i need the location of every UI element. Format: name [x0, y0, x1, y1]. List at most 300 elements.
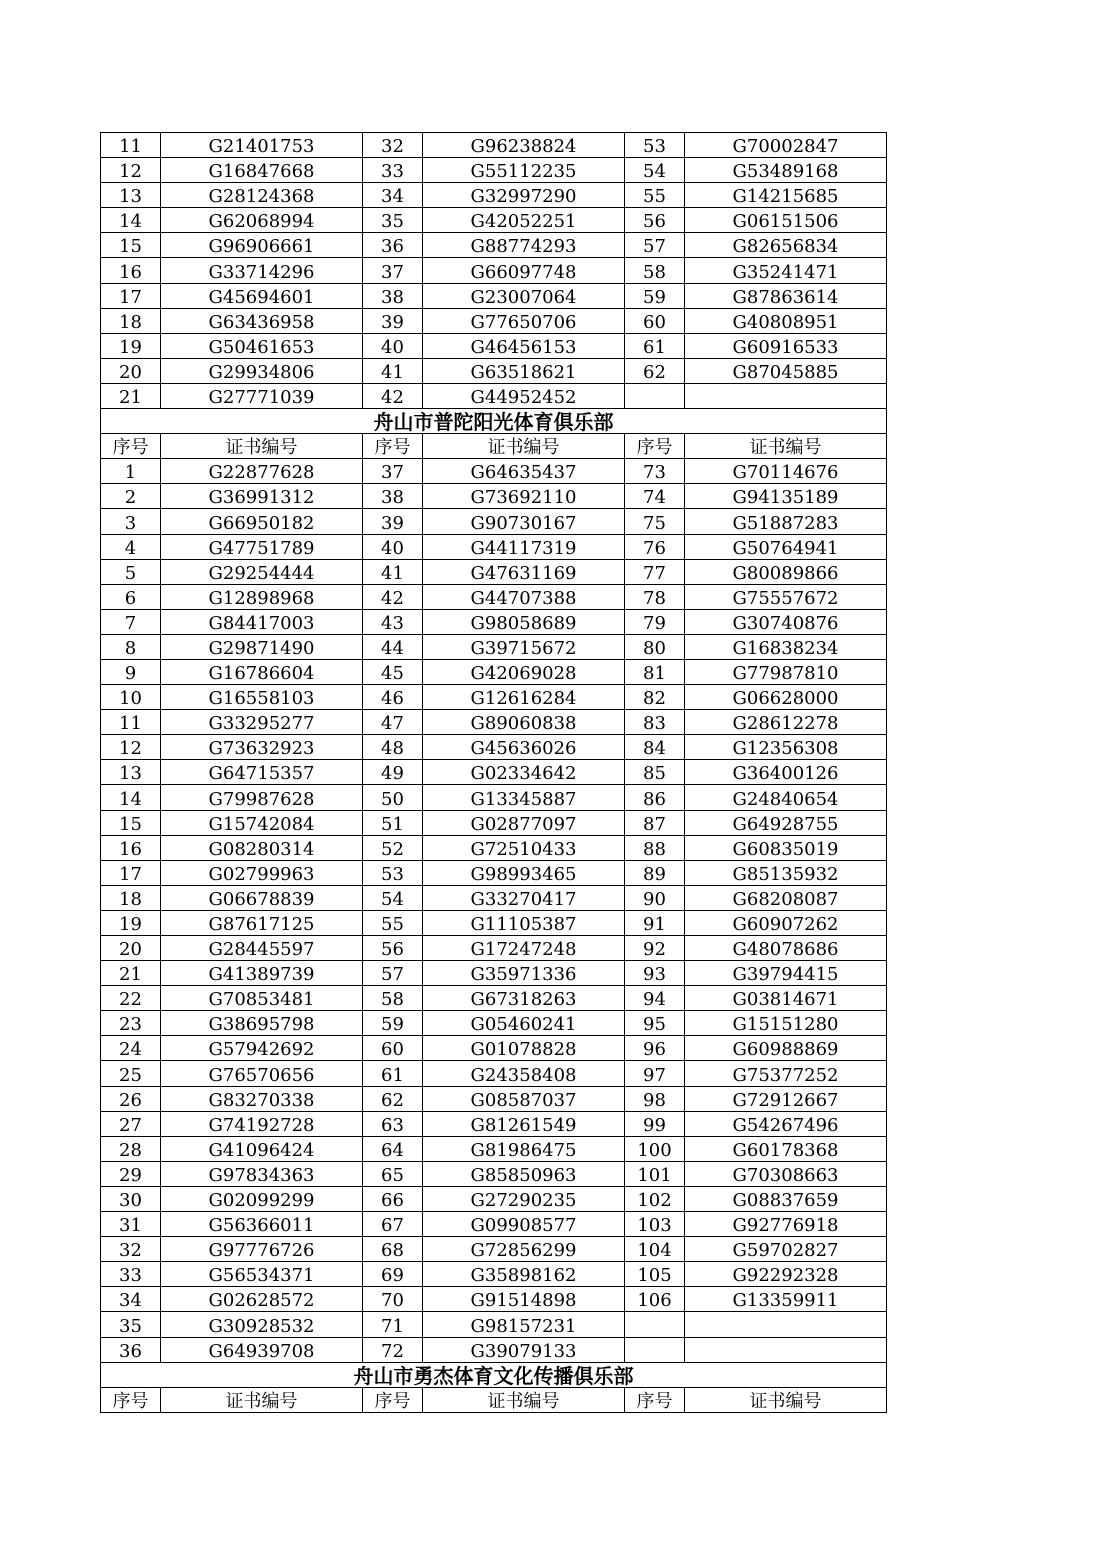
certificate-no-cell: G56534371: [161, 1262, 363, 1287]
serial-no-cell: 65: [363, 1161, 423, 1186]
serial-no-cell: 36: [101, 1337, 161, 1362]
certificate-no-cell: G70853481: [161, 986, 363, 1011]
certificate-no-cell: G02099299: [161, 1186, 363, 1211]
certificate-no-cell: G73692110: [423, 484, 625, 509]
serial-no-cell: 1: [101, 459, 161, 484]
certificate-no-cell: G02628572: [161, 1287, 363, 1312]
serial-no-cell: 21: [101, 961, 161, 986]
serial-no-cell: 62: [625, 358, 685, 383]
table-row: [101, 735, 887, 760]
certificate-no-cell: G75557672: [685, 584, 887, 609]
table-row: [101, 208, 887, 233]
table-row: [101, 1086, 887, 1111]
certificate-no-cell: G92292328: [685, 1262, 887, 1287]
serial-no-cell: 14: [101, 208, 161, 233]
certificate-no-cell: G55112235: [423, 158, 625, 183]
serial-no-cell: 34: [363, 183, 423, 208]
certificate-no-cell: G44707388: [423, 584, 625, 609]
certificate-no-cell: G01078828: [423, 1036, 625, 1061]
serial-no-cell: 98: [625, 1086, 685, 1111]
serial-no-cell: 100: [625, 1136, 685, 1161]
certificate-no-cell: G98157231: [423, 1312, 625, 1337]
serial-no-cell: 27: [101, 1111, 161, 1136]
serial-no-cell: 23: [101, 1011, 161, 1036]
certificate-no-cell: G70114676: [685, 459, 887, 484]
serial-no-cell: 39: [363, 308, 423, 333]
serial-no-cell: 33: [363, 158, 423, 183]
table-row: [101, 760, 887, 785]
certificate-no-cell: G87863614: [685, 283, 887, 308]
serial-no-cell: 24: [101, 1036, 161, 1061]
serial-no-cell: 42: [363, 383, 423, 408]
serial-no-cell: 25: [101, 1061, 161, 1086]
table-row: [101, 710, 887, 735]
serial-no-cell: 59: [625, 283, 685, 308]
certificate-no-cell: G35971336: [423, 961, 625, 986]
serial-no-cell: 16: [101, 835, 161, 860]
serial-no-cell: 46: [363, 685, 423, 710]
certificate-no-cell: G35898162: [423, 1262, 625, 1287]
table-row: [101, 484, 887, 509]
table-row: [101, 835, 887, 860]
serial-no-cell: 60: [625, 308, 685, 333]
certificate-no-cell: G60178368: [685, 1136, 887, 1161]
table-row: [101, 634, 887, 659]
serial-no-cell: 12: [101, 735, 161, 760]
certificate-no-cell: G60988869: [685, 1036, 887, 1061]
serial-no-cell: 95: [625, 1011, 685, 1036]
certificate-no-cell: G88774293: [423, 233, 625, 258]
header-serial-no: 序号: [363, 1387, 423, 1412]
table-row: [101, 860, 887, 885]
serial-no-cell: 17: [101, 860, 161, 885]
certificate-no-cell: G28445597: [161, 936, 363, 961]
table-row: [101, 1111, 887, 1136]
certificate-no-cell: G96238824: [423, 133, 625, 158]
table-row: [101, 1312, 887, 1337]
serial-no-cell: 82: [625, 685, 685, 710]
serial-no-cell: 53: [625, 133, 685, 158]
serial-no-cell: 102: [625, 1186, 685, 1211]
serial-no-cell: 31: [101, 1212, 161, 1237]
table-row: [101, 1011, 887, 1036]
certificate-no-cell: G41096424: [161, 1136, 363, 1161]
serial-no-cell: 55: [363, 910, 423, 935]
certificate-no-cell: G87045885: [685, 358, 887, 383]
header-row: [101, 1387, 887, 1412]
certificate-no-cell: G16786604: [161, 659, 363, 684]
serial-no-cell: 16: [101, 258, 161, 283]
table-row: [101, 158, 887, 183]
certificate-no-cell: G87617125: [161, 910, 363, 935]
serial-no-cell: 81: [625, 659, 685, 684]
certificate-no-cell: [685, 1337, 887, 1362]
certificate-no-cell: G63436958: [161, 308, 363, 333]
serial-no-cell: 4: [101, 534, 161, 559]
serial-no-cell: 19: [101, 333, 161, 358]
serial-no-cell: 36: [363, 233, 423, 258]
certificate-no-cell: G28124368: [161, 183, 363, 208]
table-row: [101, 308, 887, 333]
serial-no-cell: 64: [363, 1136, 423, 1161]
certificate-no-cell: G33270417: [423, 885, 625, 910]
certificate-no-cell: G39715672: [423, 634, 625, 659]
serial-no-cell: 83: [625, 710, 685, 735]
table-row: [101, 659, 887, 684]
serial-no-cell: [625, 1312, 685, 1337]
certificate-no-cell: G27771039: [161, 383, 363, 408]
serial-no-cell: 32: [101, 1237, 161, 1262]
certificate-no-cell: G91514898: [423, 1287, 625, 1312]
certificate-no-cell: G13359911: [685, 1287, 887, 1312]
serial-no-cell: 45: [363, 659, 423, 684]
certificate-no-cell: G27290235: [423, 1186, 625, 1211]
serial-no-cell: 38: [363, 283, 423, 308]
certificate-no-cell: G66950182: [161, 509, 363, 534]
serial-no-cell: 89: [625, 860, 685, 885]
table-row: [101, 183, 887, 208]
certificate-no-cell: G50764941: [685, 534, 887, 559]
certificate-no-cell: G84417003: [161, 609, 363, 634]
certificate-no-cell: G32997290: [423, 183, 625, 208]
header-serial-no: 序号: [101, 1387, 161, 1412]
serial-no-cell: 41: [363, 559, 423, 584]
certificate-no-cell: G36400126: [685, 760, 887, 785]
table-row: [101, 258, 887, 283]
certificate-no-cell: G94135189: [685, 484, 887, 509]
certificate-no-cell: G39794415: [685, 961, 887, 986]
certificate-no-cell: G16558103: [161, 685, 363, 710]
table-row: [101, 133, 887, 158]
certificate-no-cell: G16838234: [685, 634, 887, 659]
club-title-row: [101, 409, 887, 434]
serial-no-cell: 11: [101, 133, 161, 158]
certificate-no-cell: G72510433: [423, 835, 625, 860]
serial-no-cell: 40: [363, 534, 423, 559]
serial-no-cell: 80: [625, 634, 685, 659]
serial-no-cell: [625, 383, 685, 408]
serial-no-cell: 38: [363, 484, 423, 509]
serial-no-cell: 86: [625, 785, 685, 810]
serial-no-cell: 30: [101, 1186, 161, 1211]
certificate-no-cell: G33714296: [161, 258, 363, 283]
table-row: [101, 1337, 887, 1362]
serial-no-cell: 41: [363, 358, 423, 383]
certificate-no-cell: G90730167: [423, 509, 625, 534]
certificate-no-cell: G81261549: [423, 1111, 625, 1136]
serial-no-cell: 59: [363, 1011, 423, 1036]
serial-no-cell: 35: [363, 208, 423, 233]
certificate-no-cell: G05460241: [423, 1011, 625, 1036]
certificate-no-cell: G29934806: [161, 358, 363, 383]
certificate-no-cell: G21401753: [161, 133, 363, 158]
serial-no-cell: 48: [363, 735, 423, 760]
serial-no-cell: 94: [625, 986, 685, 1011]
certificate-no-cell: G56366011: [161, 1212, 363, 1237]
serial-no-cell: 2: [101, 484, 161, 509]
serial-no-cell: 84: [625, 735, 685, 760]
certificate-no-cell: G14215685: [685, 183, 887, 208]
serial-no-cell: 54: [625, 158, 685, 183]
certificate-no-cell: G13345887: [423, 785, 625, 810]
club-title: 舟山市勇杰体育文化传播俱乐部: [101, 1362, 887, 1387]
certificate-no-cell: G64635437: [423, 459, 625, 484]
certificate-no-cell: G80089866: [685, 559, 887, 584]
certificate-no-cell: G59702827: [685, 1237, 887, 1262]
serial-no-cell: 39: [363, 509, 423, 534]
serial-no-cell: 29: [101, 1161, 161, 1186]
serial-no-cell: 63: [363, 1111, 423, 1136]
table-row: [101, 383, 887, 408]
serial-no-cell: 11: [101, 710, 161, 735]
serial-no-cell: 85: [625, 760, 685, 785]
header-certificate-no: 证书编号: [161, 434, 363, 459]
certificate-no-cell: G50461653: [161, 333, 363, 358]
certificate-no-cell: G77987810: [685, 659, 887, 684]
serial-no-cell: 12: [101, 158, 161, 183]
serial-no-cell: 68: [363, 1237, 423, 1262]
serial-no-cell: 51: [363, 810, 423, 835]
certificate-no-cell: G53489168: [685, 158, 887, 183]
certificate-no-cell: G30740876: [685, 609, 887, 634]
table-row: [101, 584, 887, 609]
table-row: [101, 1237, 887, 1262]
header-serial-no: 序号: [625, 1387, 685, 1412]
serial-no-cell: 47: [363, 710, 423, 735]
serial-no-cell: 58: [625, 258, 685, 283]
certificate-no-cell: G17247248: [423, 936, 625, 961]
serial-no-cell: 96: [625, 1036, 685, 1061]
serial-no-cell: 53: [363, 860, 423, 885]
table-row: [101, 1161, 887, 1186]
serial-no-cell: 5: [101, 559, 161, 584]
serial-no-cell: 56: [363, 936, 423, 961]
certificate-no-cell: G47751789: [161, 534, 363, 559]
certificate-no-cell: G73632923: [161, 735, 363, 760]
certificate-no-cell: G67318263: [423, 986, 625, 1011]
certificate-no-cell: G70002847: [685, 133, 887, 158]
table-row: [101, 509, 887, 534]
certificate-no-cell: G06678839: [161, 885, 363, 910]
serial-no-cell: 55: [625, 183, 685, 208]
table-row: [101, 1036, 887, 1061]
serial-no-cell: 20: [101, 358, 161, 383]
certificate-no-cell: G47631169: [423, 559, 625, 584]
serial-no-cell: 106: [625, 1287, 685, 1312]
certificate-no-cell: G81986475: [423, 1136, 625, 1161]
certificate-no-cell: G06628000: [685, 685, 887, 710]
certificate-no-cell: G79987628: [161, 785, 363, 810]
serial-no-cell: 3: [101, 509, 161, 534]
serial-no-cell: 6: [101, 584, 161, 609]
certificate-no-cell: G66097748: [423, 258, 625, 283]
header-serial-no: 序号: [101, 434, 161, 459]
certificate-no-cell: G42052251: [423, 208, 625, 233]
serial-no-cell: 91: [625, 910, 685, 935]
serial-no-cell: 60: [363, 1036, 423, 1061]
serial-no-cell: 15: [101, 810, 161, 835]
serial-no-cell: 58: [363, 986, 423, 1011]
certificate-no-cell: G60835019: [685, 835, 887, 860]
certificate-no-cell: G41389739: [161, 961, 363, 986]
certificate-no-cell: G11105387: [423, 910, 625, 935]
certificate-no-cell: G30928532: [161, 1312, 363, 1337]
certificate-no-cell: G64928755: [685, 810, 887, 835]
serial-no-cell: 104: [625, 1237, 685, 1262]
table-row: [101, 986, 887, 1011]
certificate-no-cell: G02799963: [161, 860, 363, 885]
table-row: [101, 785, 887, 810]
serial-no-cell: 57: [625, 233, 685, 258]
serial-no-cell: 21: [101, 383, 161, 408]
certificate-no-cell: G35241471: [685, 258, 887, 283]
certificate-no-cell: G64939708: [161, 1337, 363, 1362]
header-row: [101, 434, 887, 459]
serial-no-cell: 75: [625, 509, 685, 534]
serial-no-cell: 43: [363, 609, 423, 634]
serial-no-cell: 76: [625, 534, 685, 559]
certificate-no-cell: G45636026: [423, 735, 625, 760]
serial-no-cell: 7: [101, 609, 161, 634]
serial-no-cell: 10: [101, 685, 161, 710]
serial-no-cell: 37: [363, 258, 423, 283]
serial-no-cell: 78: [625, 584, 685, 609]
certificate-no-cell: G33295277: [161, 710, 363, 735]
serial-no-cell: 99: [625, 1111, 685, 1136]
certificate-no-cell: G63518621: [423, 358, 625, 383]
table-row: [101, 1287, 887, 1312]
certificate-no-cell: G44952452: [423, 383, 625, 408]
certificate-no-cell: G09908577: [423, 1212, 625, 1237]
serial-no-cell: 18: [101, 308, 161, 333]
certificate-no-cell: G68208087: [685, 885, 887, 910]
certificate-no-cell: G15151280: [685, 1011, 887, 1036]
certificate-table: [100, 132, 887, 1413]
certificate-no-cell: G70308663: [685, 1161, 887, 1186]
table-row: [101, 534, 887, 559]
certificate-no-cell: G16847668: [161, 158, 363, 183]
certificate-no-cell: G98058689: [423, 609, 625, 634]
serial-no-cell: 101: [625, 1161, 685, 1186]
certificate-no-cell: G44117319: [423, 534, 625, 559]
certificate-no-cell: G92776918: [685, 1212, 887, 1237]
certificate-no-cell: G45694601: [161, 283, 363, 308]
certificate-no-cell: G02877097: [423, 810, 625, 835]
certificate-no-cell: G12616284: [423, 685, 625, 710]
serial-no-cell: 66: [363, 1186, 423, 1211]
header-certificate-no: 证书编号: [161, 1387, 363, 1412]
table-row: [101, 1212, 887, 1237]
certificate-no-cell: G08587037: [423, 1086, 625, 1111]
serial-no-cell: 52: [363, 835, 423, 860]
serial-no-cell: [625, 1337, 685, 1362]
header-certificate-no: 证书编号: [423, 434, 625, 459]
certificate-no-cell: G85850963: [423, 1161, 625, 1186]
certificate-no-cell: G12356308: [685, 735, 887, 760]
table-row: [101, 961, 887, 986]
serial-no-cell: 33: [101, 1262, 161, 1287]
certificate-no-cell: G54267496: [685, 1111, 887, 1136]
certificate-no-cell: [685, 383, 887, 408]
certificate-no-cell: G57942692: [161, 1036, 363, 1061]
table-row: [101, 358, 887, 383]
certificate-no-cell: G24840654: [685, 785, 887, 810]
table-row: [101, 1136, 887, 1161]
serial-no-cell: 42: [363, 584, 423, 609]
serial-no-cell: 56: [625, 208, 685, 233]
certificate-no-cell: G51887283: [685, 509, 887, 534]
certificate-no-cell: G38695798: [161, 1011, 363, 1036]
serial-no-cell: 61: [363, 1061, 423, 1086]
table-row: [101, 333, 887, 358]
certificate-no-cell: G40808951: [685, 308, 887, 333]
serial-no-cell: 44: [363, 634, 423, 659]
certificate-table-body: [101, 133, 887, 1413]
serial-no-cell: 88: [625, 835, 685, 860]
serial-no-cell: 77: [625, 559, 685, 584]
header-certificate-no: 证书编号: [685, 434, 887, 459]
serial-no-cell: 15: [101, 233, 161, 258]
certificate-no-cell: G72856299: [423, 1237, 625, 1262]
certificate-no-cell: G85135932: [685, 860, 887, 885]
certificate-no-cell: G24358408: [423, 1061, 625, 1086]
certificate-no-cell: G72912667: [685, 1086, 887, 1111]
header-certificate-no: 证书编号: [423, 1387, 625, 1412]
table-row: [101, 1061, 887, 1086]
header-certificate-no: 证书编号: [685, 1387, 887, 1412]
certificate-no-cell: G28612278: [685, 710, 887, 735]
certificate-no-cell: G64715357: [161, 760, 363, 785]
table-row: [101, 885, 887, 910]
serial-no-cell: 92: [625, 936, 685, 961]
certificate-no-cell: G97776726: [161, 1237, 363, 1262]
club-title: 舟山市普陀阳光体育俱乐部: [101, 409, 887, 434]
certificate-no-cell: G02334642: [423, 760, 625, 785]
table-row: [101, 910, 887, 935]
certificate-no-cell: G76570656: [161, 1061, 363, 1086]
certificate-no-cell: G98993465: [423, 860, 625, 885]
certificate-no-cell: G23007064: [423, 283, 625, 308]
serial-no-cell: 72: [363, 1337, 423, 1362]
certificate-no-cell: G77650706: [423, 308, 625, 333]
serial-no-cell: 34: [101, 1287, 161, 1312]
certificate-no-cell: G06151506: [685, 208, 887, 233]
table-row: [101, 609, 887, 634]
header-serial-no: 序号: [625, 434, 685, 459]
serial-no-cell: 19: [101, 910, 161, 935]
certificate-no-cell: G08280314: [161, 835, 363, 860]
certificate-no-cell: G48078686: [685, 936, 887, 961]
serial-no-cell: 26: [101, 1086, 161, 1111]
certificate-no-cell: G82656834: [685, 233, 887, 258]
club-title-row: [101, 1362, 887, 1387]
certificate-no-cell: G46456153: [423, 333, 625, 358]
certificate-no-cell: G29871490: [161, 634, 363, 659]
certificate-no-cell: G74192728: [161, 1111, 363, 1136]
serial-no-cell: 37: [363, 459, 423, 484]
serial-no-cell: 22: [101, 986, 161, 1011]
serial-no-cell: 57: [363, 961, 423, 986]
serial-no-cell: 73: [625, 459, 685, 484]
table-row: [101, 459, 887, 484]
serial-no-cell: 70: [363, 1287, 423, 1312]
serial-no-cell: 79: [625, 609, 685, 634]
serial-no-cell: 28: [101, 1136, 161, 1161]
table-row: [101, 233, 887, 258]
certificate-no-cell: G60907262: [685, 910, 887, 935]
serial-no-cell: 54: [363, 885, 423, 910]
certificate-no-cell: G08837659: [685, 1186, 887, 1211]
